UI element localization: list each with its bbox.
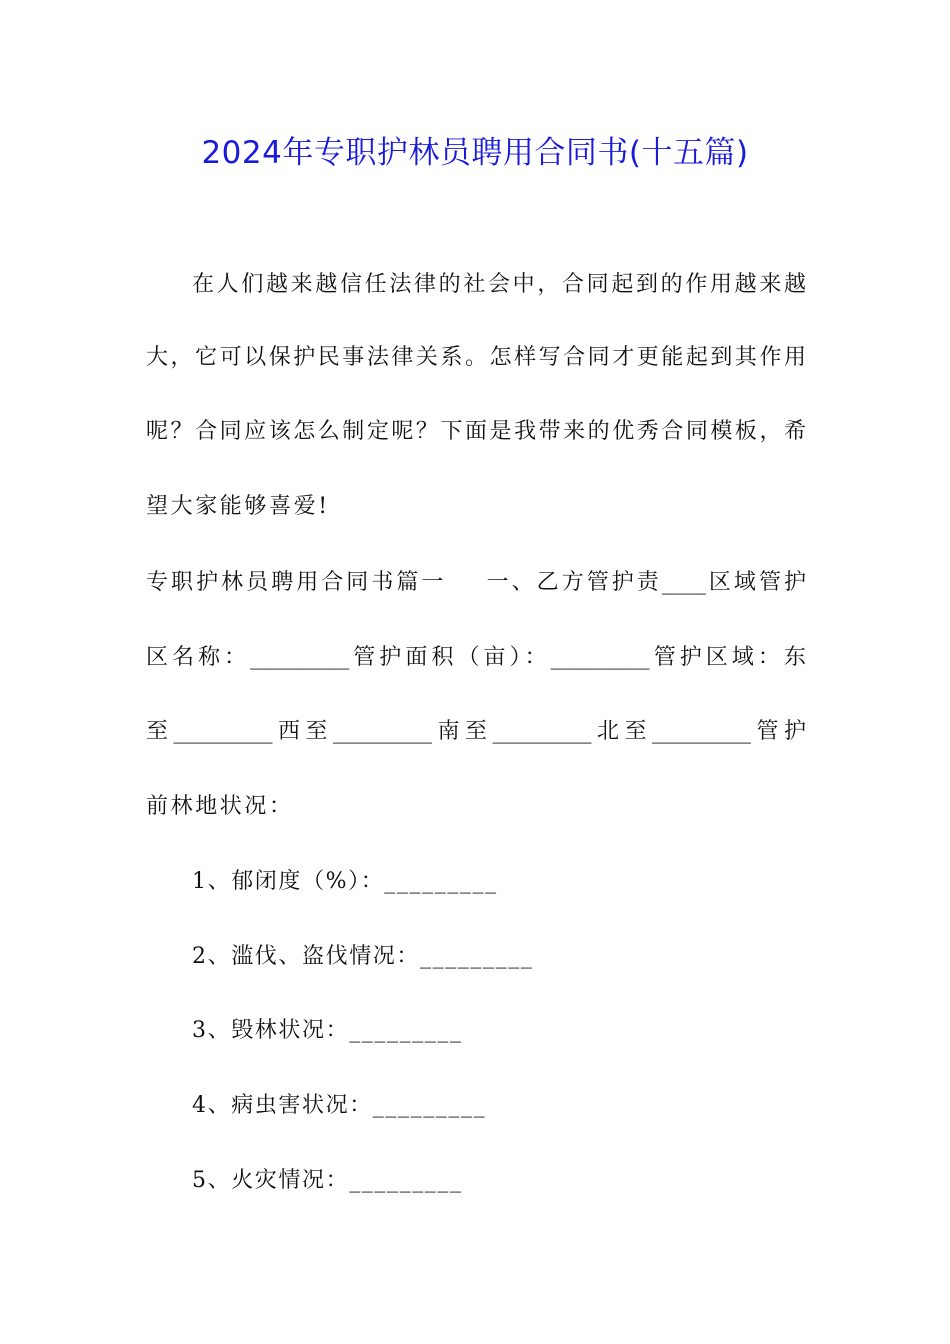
- list-item: 3、毁林状况：_________: [192, 1018, 463, 1043]
- section-line-1: 专职护林员聘用合同书篇一 一、乙方管护责____区域管护: [146, 570, 806, 595]
- list-item: 5、火灾情况：_________: [192, 1168, 463, 1193]
- intro-line-4: 望大家能够喜爱!: [146, 494, 330, 519]
- document-title: 2024年专职护林员聘用合同书(十五篇): [201, 135, 749, 171]
- intro-line-1: 在人们越来越信任法律的社会中，合同起到的作用越来越: [192, 272, 806, 297]
- list-item: 4、病虫害状况：_________: [192, 1093, 487, 1118]
- list-item: 2、滥伐、盗伐情况：_________: [192, 944, 534, 969]
- section-line-4: 前林地状况：: [146, 794, 294, 819]
- section-line-2: 区名称：_________管护面积（亩）：_________管护区域：东: [146, 645, 806, 670]
- section-line-3: 至_________西至_________南至_________北至_________管护: [146, 719, 806, 744]
- list-item: 1、郁闭度（%）：_________: [192, 869, 498, 894]
- intro-line-2: 大，它可以保护民事法律关系。怎样写合同才更能起到其作用: [146, 345, 806, 370]
- intro-line-3: 呢？合同应该怎么制定呢？下面是我带来的优秀合同模板，希: [146, 419, 806, 444]
